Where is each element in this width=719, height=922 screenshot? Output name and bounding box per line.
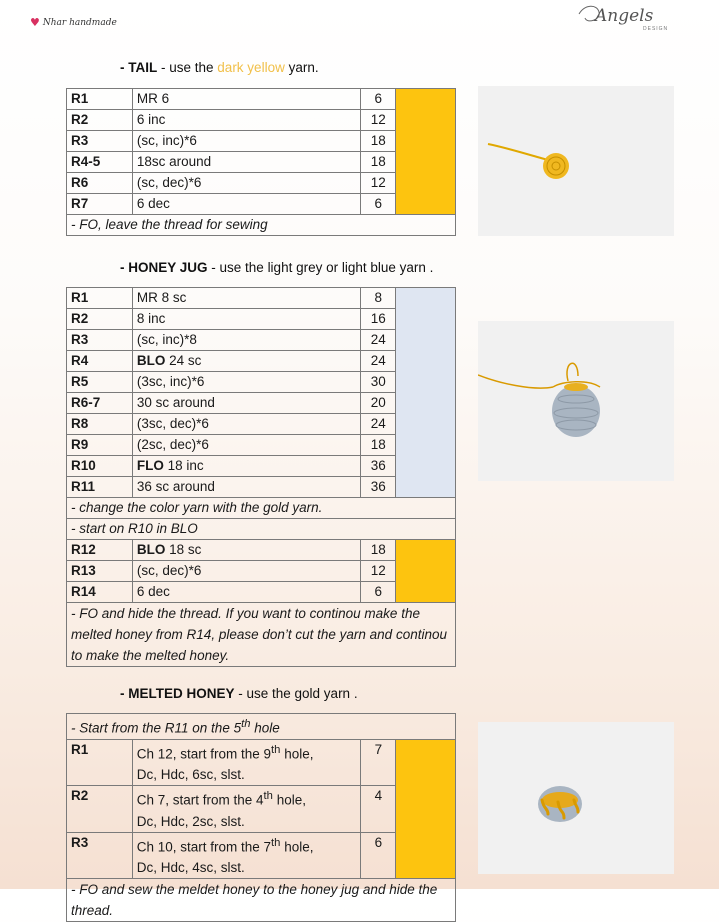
table-row: R6 (sc, dec)*6 12 — [67, 173, 456, 194]
angels-logo-sub: DESIGN — [643, 26, 669, 32]
table-row: R3 Ch 10, start from the 7th hole, Dc, Hdc, 4sc, slst. 6 — [67, 832, 456, 879]
table-row: R1 MR 6 6 — [67, 89, 456, 110]
table-note: - FO and hide the thread. If you want to continou make the melted honey from R14, please don’t cut the yarn and continou to make the melted honey. — [67, 603, 456, 667]
table-row: R2 8 inc 16 — [67, 309, 456, 330]
table-row: R14 6 dec 6 — [67, 582, 456, 603]
table-row: R8 (3sc, dec)*6 24 — [67, 414, 456, 435]
yellow-color-swatch — [396, 89, 456, 215]
table-row: R3 (sc, inc)*6 18 — [67, 131, 456, 152]
yellow-color-swatch — [396, 540, 456, 603]
tail-pattern-table — [66, 88, 456, 236]
table-row: R2 Ch 7, start from the 4th hole, Dc, Hdc, 2sc, slst. 4 — [67, 786, 456, 833]
table-row: R13 (sc, dec)*6 12 — [67, 561, 456, 582]
melted-honey-heading: - MELTED HONEY - use the gold yarn . — [120, 686, 358, 701]
tail-photo — [478, 86, 674, 236]
brand-logo — [30, 16, 117, 29]
angels-logo-text: Angels — [595, 6, 654, 26]
melted-honey-pattern-table — [66, 713, 456, 922]
brand-name: Nhar handmade — [42, 17, 117, 28]
table-row: R5 (3sc, inc)*6 30 — [67, 372, 456, 393]
table-row: R6-7 30 sc around 20 — [67, 393, 456, 414]
table-row: R4 BLO 24 sc 24 — [67, 351, 456, 372]
honey-jug-photo — [478, 321, 674, 481]
table-row: R1 Ch 12, start from the 9th hole, Dc, Hdc, 6sc, slst. 7 — [67, 739, 456, 786]
table-row: R9 (2sc, dec)*6 18 — [67, 435, 456, 456]
table-row: R7 6 dec 6 — [67, 194, 456, 215]
table-row: R11 36 sc around 36 — [67, 477, 456, 498]
table-row: R3 (sc, inc)*8 24 — [67, 330, 456, 351]
table-note: - start on R10 in BLO — [67, 519, 456, 540]
table-note: - FO, leave the thread for sewing — [67, 215, 456, 236]
tail-heading: - TAIL - use the dark yellow yarn. — [120, 60, 319, 75]
honey-jug-heading: - HONEY JUG - use the light grey or light blue yarn . — [120, 260, 434, 275]
yellow-color-swatch — [396, 739, 456, 879]
table-row: R10 FLO 18 inc 36 — [67, 456, 456, 477]
honey-jug-pattern-table — [66, 287, 456, 667]
melted-honey-photo — [478, 722, 674, 874]
heart-icon: ♥ — [30, 16, 40, 29]
table-note: - Start from the R11 on the 5th hole — [67, 714, 456, 740]
table-row: R12 BLO 18 sc 18 — [67, 540, 456, 561]
angels-design-logo — [575, 2, 705, 40]
table-note: - change the color yarn with the gold yarn. — [67, 498, 456, 519]
table-row: R4-5 18sc around 18 — [67, 152, 456, 173]
table-row: R1 MR 8 sc 8 — [67, 288, 456, 309]
table-row: R2 6 inc 12 — [67, 110, 456, 131]
table-note: - FO and sew the meldet honey to the honey jug and hide the thread. — [67, 879, 456, 922]
blue-color-swatch — [396, 288, 456, 498]
